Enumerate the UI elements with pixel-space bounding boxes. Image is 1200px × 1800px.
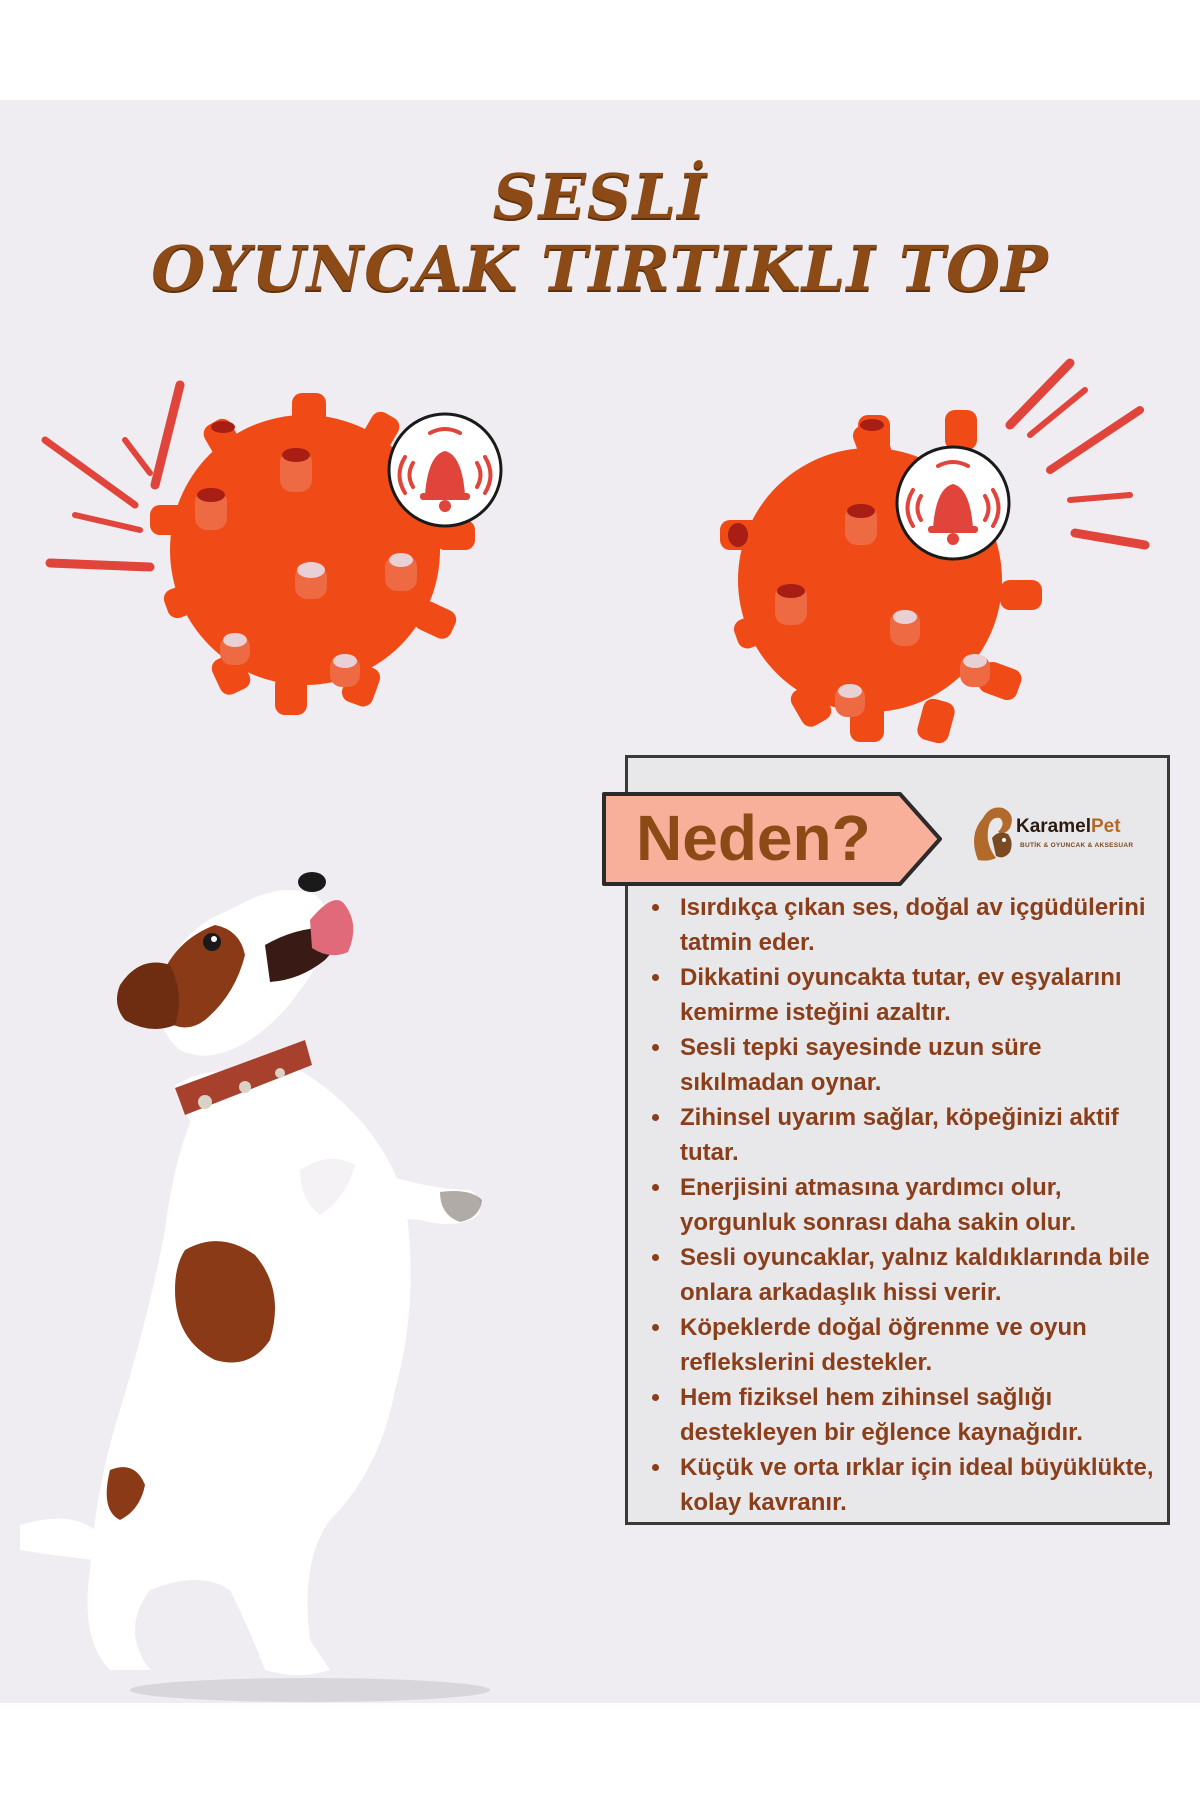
brand-name: KaramelPet <box>1016 816 1121 837</box>
jumping-dog-image <box>0 870 540 1703</box>
benefit-item: Küçük ve orta ırklar için ideal büyüklükte, kolay kavranır. <box>648 1450 1158 1520</box>
sound-badge-right <box>897 447 1009 559</box>
benefit-item: Sesli tepki sayesinde uzun süre sıkılmadan oynar. <box>648 1030 1158 1100</box>
product-title-line-1: SESLİ <box>492 160 708 233</box>
sound-badge-left <box>389 414 501 526</box>
cat-dog-logo-icon <box>968 800 1018 870</box>
benefit-item: Sesli oyuncaklar, yalnız kaldıklarında bile onlara arkadaşlık hissi verir. <box>648 1240 1158 1310</box>
spiky-ball-left-image <box>40 355 520 735</box>
benefit-item: Zihinsel uyarım sağlar, köpeğinizi aktif tutar. <box>648 1100 1158 1170</box>
benefits-list <box>648 890 1158 1520</box>
benefit-item: Enerjisini atmasına yardımcı olur, yorgunluk sonrası daha sakin olur. <box>648 1170 1158 1240</box>
benefit-item: Köpeklerde doğal öğrenme ve oyun reflekslerini destekler. <box>648 1310 1158 1380</box>
sound-lines-right-icon <box>1010 363 1145 545</box>
neden-heading: Neden? <box>636 802 871 874</box>
sound-lines-left-icon <box>45 385 180 567</box>
benefit-item: Hem fiziksel hem zihinsel sağlığı destekleyen bir eğlence kaynağıdır. <box>648 1380 1158 1450</box>
product-title-line-2: OYUNCAK TIRTIKLI TOP <box>151 232 1049 305</box>
neden-heading-tag <box>600 790 945 888</box>
benefit-item: Dikkatini oyuncakta tutar, ev eşyalarını kemirme isteğini azaltır. <box>648 960 1158 1030</box>
brand-tagline: BUTİK & OYUNCAK & AKSESUAR <box>1020 842 1134 849</box>
karamel-pet-logo <box>968 800 1148 876</box>
benefit-item: Isırdıkça çıkan ses, doğal av içgüdülerini tatmin eder. <box>648 890 1158 960</box>
spiky-ball-right-image <box>690 355 1170 755</box>
ball-spikes <box>720 410 1042 745</box>
